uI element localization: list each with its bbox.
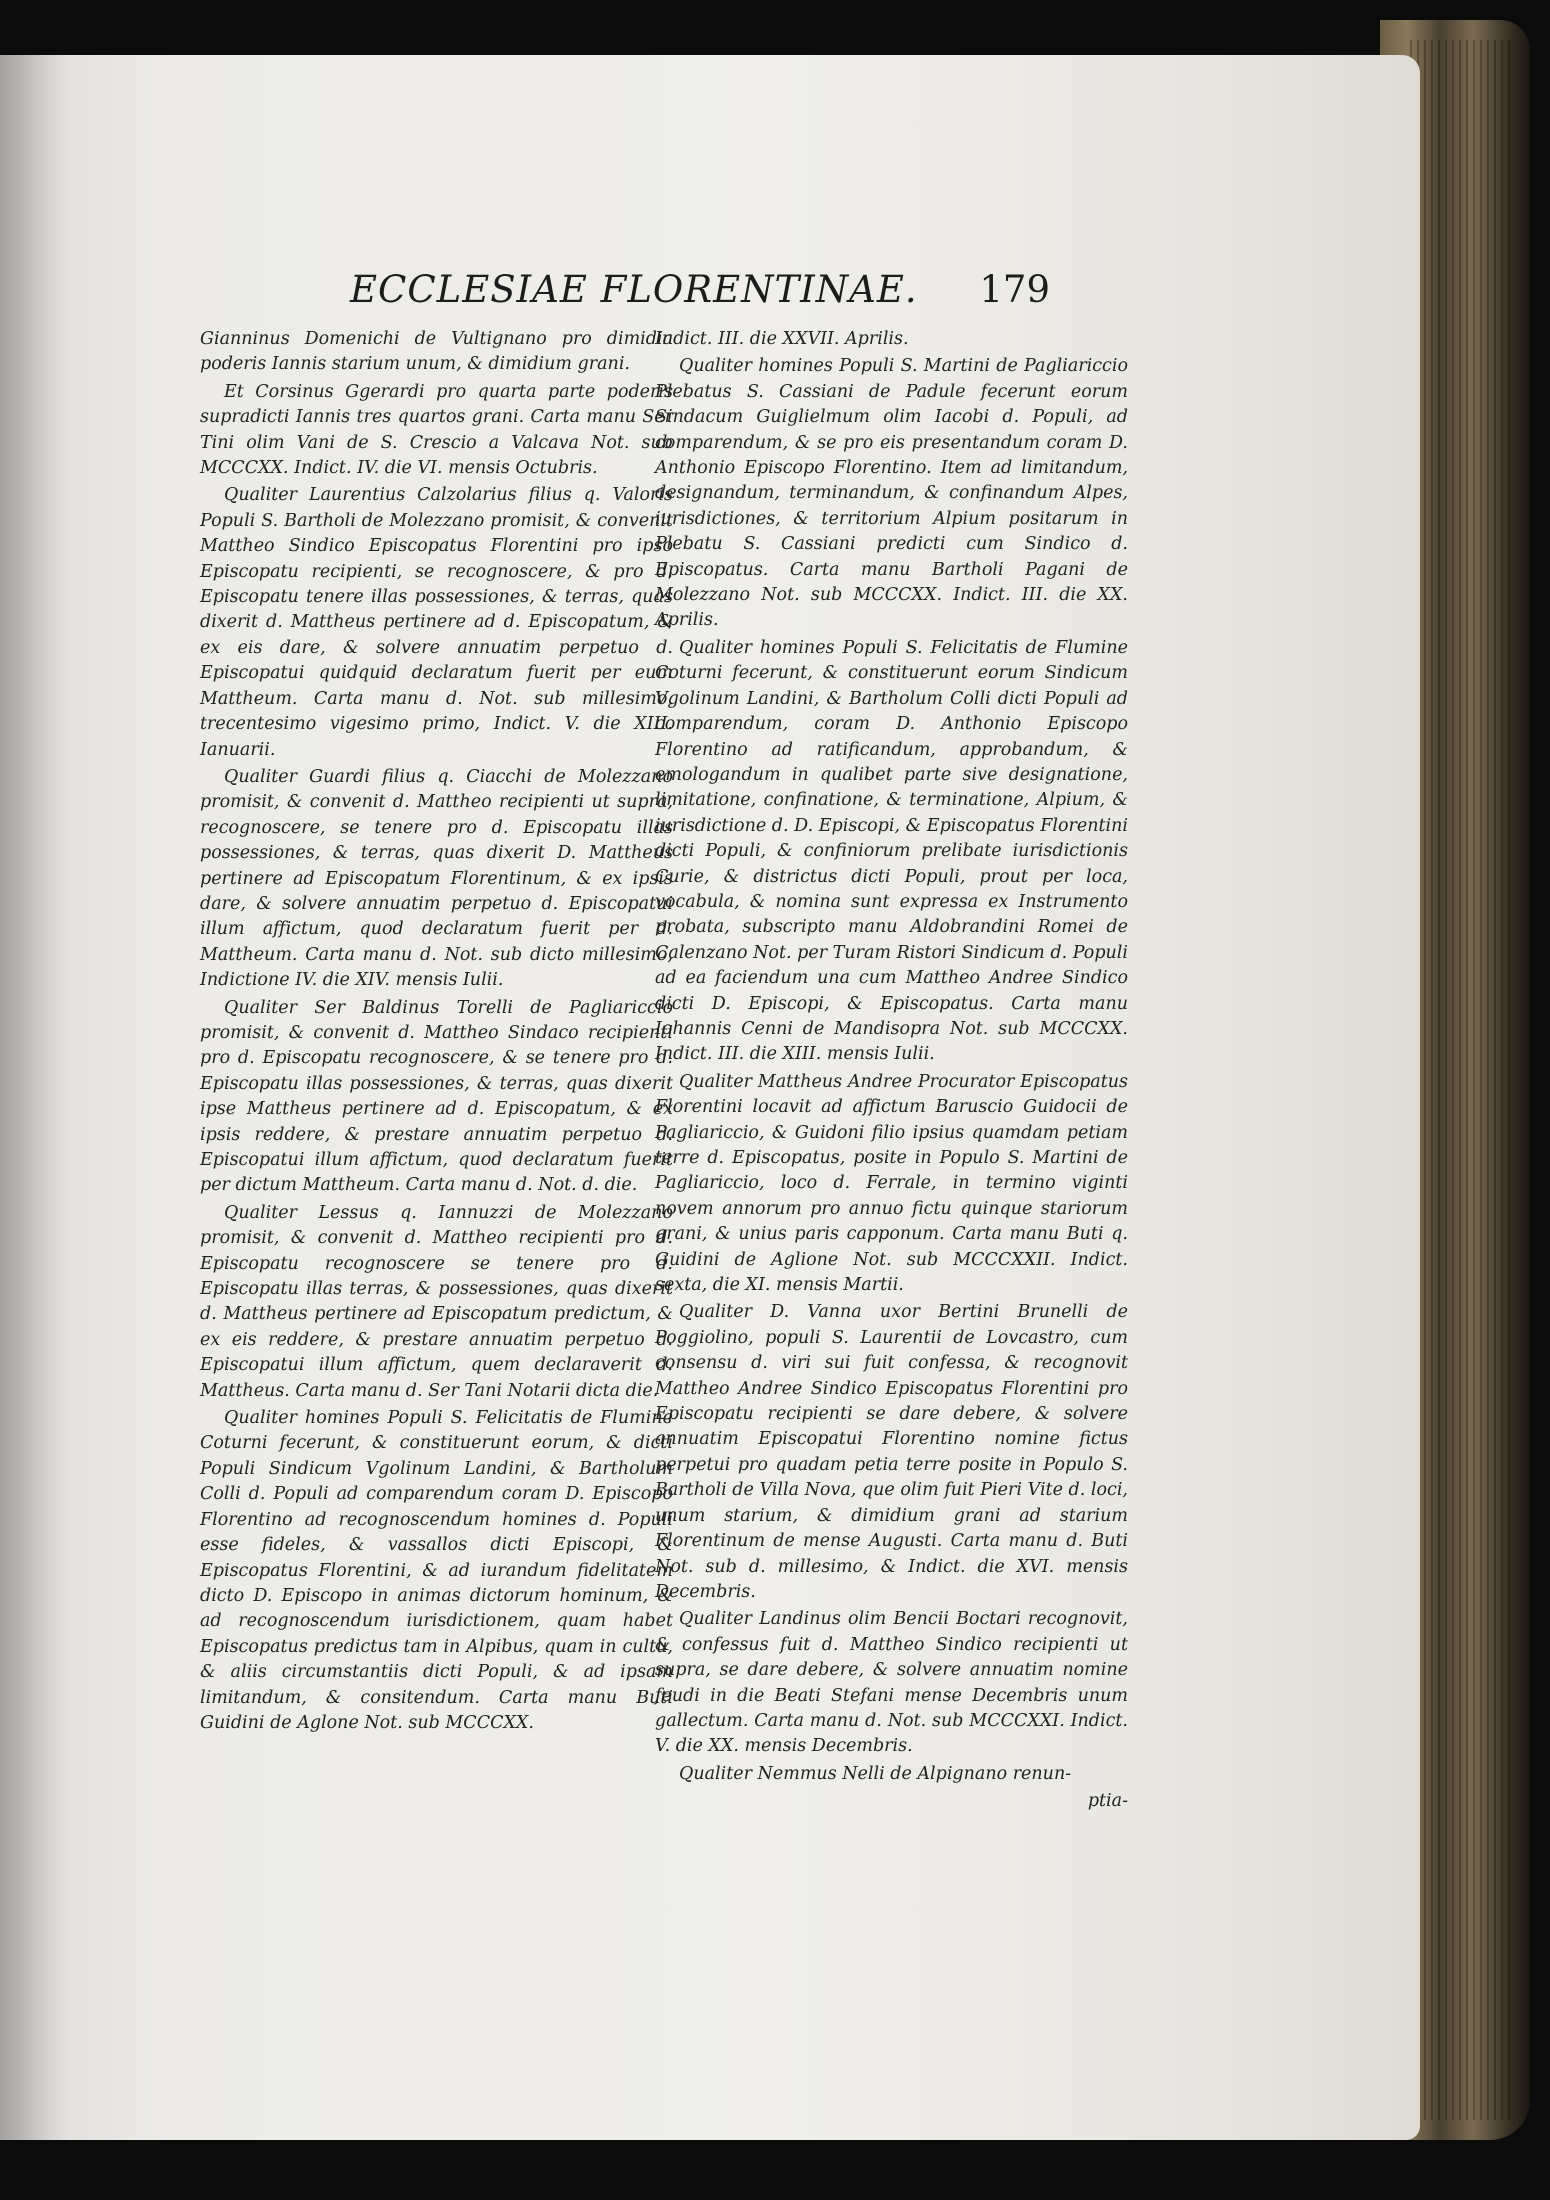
running-title: ECCLESIAE FLORENTINAE. — [350, 268, 918, 311]
left-column — [200, 327, 673, 1738]
paragraph: Qualiter Mattheus Andree Procurator Episcopatus Florentini locavit ad affictum Baruscio Guidocii de Pagliariccio, & Guidoni filio ipsius quamdam petiam terre d. Episcopatus, posite in Populo S. Martini de Pagliariccio, loco d. Ferrale, in termino viginti novem annorum pro annuo fictu quinque stariorum grani, & unius paris capponum. Carta manu Buti q. Guidini de Aglione Not. sub MCCCXXII. Indict. sexta, die XI. mensis Martii. — [655, 1071, 1128, 1296]
paragraph: Qualiter Nemmus Nelli de Alpignano renun- — [679, 1763, 1072, 1784]
paragraph: Qualiter homines Populi S. Felicitatis de Flumine Coturni fecerunt, & constituerunt eorum Sindicum Vgolinum Landini, & Bartholum Colli dicti Populi ad comparendum, coram D. Anthonio Episcopo Florentino ad ratificandum, approbandum, & emologandum in qualibet parte sive designatione, limitatione, confinatione, & terminatione, Alpium, & iurisdictione d. D. Episcopi, & Episcopatus Florentini dicti Populi, & confiniorum prelibate iurisdictionis Curie, & districtus dicti Populi, prout per loca, vocabula, & nomina sunt expressa ex Instrumento probata, subscripto manu Aldobrandini Romei de Calenzano Not. per Turam Ristori Sindicum d. Populi ad ea faciendum una cum Mattheo Andree Sindico dicti D. Episcopi, & Episcopatus. Carta manu Iohannis Cenni de Mandisopra Not. sub MCCCXX. Indict. III. die XIII. mensis Iulii. — [655, 637, 1128, 1065]
paragraph: Indict. III. die XXVII. Aprilis. — [655, 329, 909, 349]
paragraph: Qualiter Ser Baldinus Torelli de Pagliariccio promisit, & convenit d. Mattheo Sindaco recipienti pro d. Episcopatu recognoscere, & se tenere pro d. Episcopatu illas possessiones, & terras, quas dixerit ipse Mattheus pertinere ad d. Episcopatum, & ex ipsis reddere, & prestare annuatim perpetuo d. Episcopatui illum affictum, quod declaratum fuerit per dictum Mattheum. Carta manu d. Not. d. die. — [200, 997, 673, 1196]
paragraph: Qualiter Landinus olim Bencii Boctari recognovit, & confessus fuit d. Mattheo Sindico recipienti ut supra, se dare debere, & solvere annuatim nomine feudi in die Beati Stefani mense Decembris unum gallectum. Carta manu d. Not. sub MCCCXXI. Indict. V. die XX. mensis Decembris. — [655, 1609, 1128, 1757]
paragraph: Qualiter homines Populi S. Martini de Pagliariccio Plebatus S. Cassiani de Padule fecerunt eorum Sindacum Guiglielmum olim Iacobi d. Populi, ad comparendum, & se pro eis presentandum coram D. Anthonio Episcopo Florentino. Item ad limitandum, designandum, terminandum, & confinandum Alpes, iurisdictiones, & territorium Alpium positarum in Plebatu S. Cassiani predicti cum Sindico d. Episcopatus. Carta manu Bartholi Pagani de Molezzano Not. sub MCCCXX. Indict. III. die XX. Aprilis. — [655, 356, 1128, 631]
paragraph: Qualiter Lessus q. Iannuzzi de Molezzano promisit, & convenit d. Mattheo recipienti pro d. Episcopatu recognoscere se tenere pro d. Episcopatu illas terras, & possessiones, quas dixerit d. Mattheus pertinere ad Episcopatum predictum, & ex eis reddere, & prestare annuatim perpetuo d. Episcopatui illum affictum, quem declaraverit d. Mattheus. Carta manu d. Ser Tani Notarii dicta die. — [200, 1202, 673, 1401]
paragraph: Qualiter homines Populi S. Felicitatis de Flumine Coturni fecerunt, & constituerunt eorum, & dicti Populi Sindicum Vgolinum Landini, & Bartholum Colli d. Populi ad comparendum coram D. Episcopo Florentino ad recognoscendum homines d. Populi esse fideles, & vassallos dicti Episcopi, & Episcopatus Florentini, & ad iurandum fidelitatem dicto D. Episcopo in animas dictorum hominum, & ad recognoscendum iurisdictionem, quam habet Episcopatus predictus tam in Alpibus, quam in cultu, & aliis circumstantiis dicti Populi, & ad ipsam limitandum, & consitendum. Carta manu Buti Guidini de Aglone Not. sub MCCCXX. — [200, 1408, 673, 1733]
paragraph: Qualiter Guardi filius q. Ciacchi de Molezzano promisit, & convenit d. Mattheo recipienti ut supra, recognoscere, se tenere pro d. Episcopatu illas possessiones, & terras, quas dixerit D. Mattheus pertinere ad Episcopatum Florentinum, & ex ipsis dare, & solvere annuatim perpetuo d. Episcopatui illum affictum, quod declaratum fuerit per d. Mattheum. Carta manu d. Not. sub dicto millesimo, Indictione IV. die XIV. mensis Iulii. — [200, 766, 673, 991]
paragraph: Qualiter Laurentius Calzolarius filius q. Valoris Populi S. Bartholi de Molezzano promisit, & convenit Mattheo Sindico Episcopatus Florentini pro ipso Episcopatu recipienti, se recognoscere, & pro d. Episcopatu tenere illas possessiones, & terras, quas dixerit d. Mattheus pertinere ad d. Episcopatum, & ex eis dare, & solvere annuatim perpetuo d. Episcopatui quidquid declaratum fuerit per eum Mattheum. Carta manu d. Not. sub millesimo, trecentesimo vigesimo primo, Indict. V. die XIII. Ianuarii. — [200, 485, 673, 760]
right-column — [655, 327, 1128, 1817]
catchword: ptia- — [1087, 1791, 1128, 1812]
page-number: 179 — [979, 268, 1050, 311]
paragraph: Et Corsinus Ggerardi pro quarta parte poderis supradicti Iannis tres quartos grani. Carta manu Ser Tini olim Vani de S. Crescio a Valcava Not. sub MCCCXX. Indict. IV. die VI. mensis Octubris. — [200, 381, 673, 479]
paragraph: Qualiter D. Vanna uxor Bertini Brunelli de Poggiolino, populi S. Laurentii de Lovcastro, cum consensu d. viri sui fuit confessa, & recognovit Mattheo Andree Sindico Episcopatus Florentini pro Episcopatu recipienti se dare debere, & solvere annuatim Episcopatui Florentino nomine fictus perpetui pro quadam petia terre posite in Populo S. Bartholi de Villa Nova, que olim fuit Pieri Vite d. loci, unum starium, & dimidium grani ad starium Florentinum de mense Augusti. Carta manu d. Buti Not. sub d. millesimo, & Indict. die XVI. mensis Decembris. — [655, 1302, 1128, 1602]
page-header — [320, 268, 1050, 328]
gutter-shadow — [0, 55, 70, 2140]
paragraph: Gianninus Domenichi de Vultignano pro dimidia poderis Iannis starium unum, & dimidium grani. — [200, 329, 673, 375]
book-page-edges — [1410, 40, 1510, 2120]
